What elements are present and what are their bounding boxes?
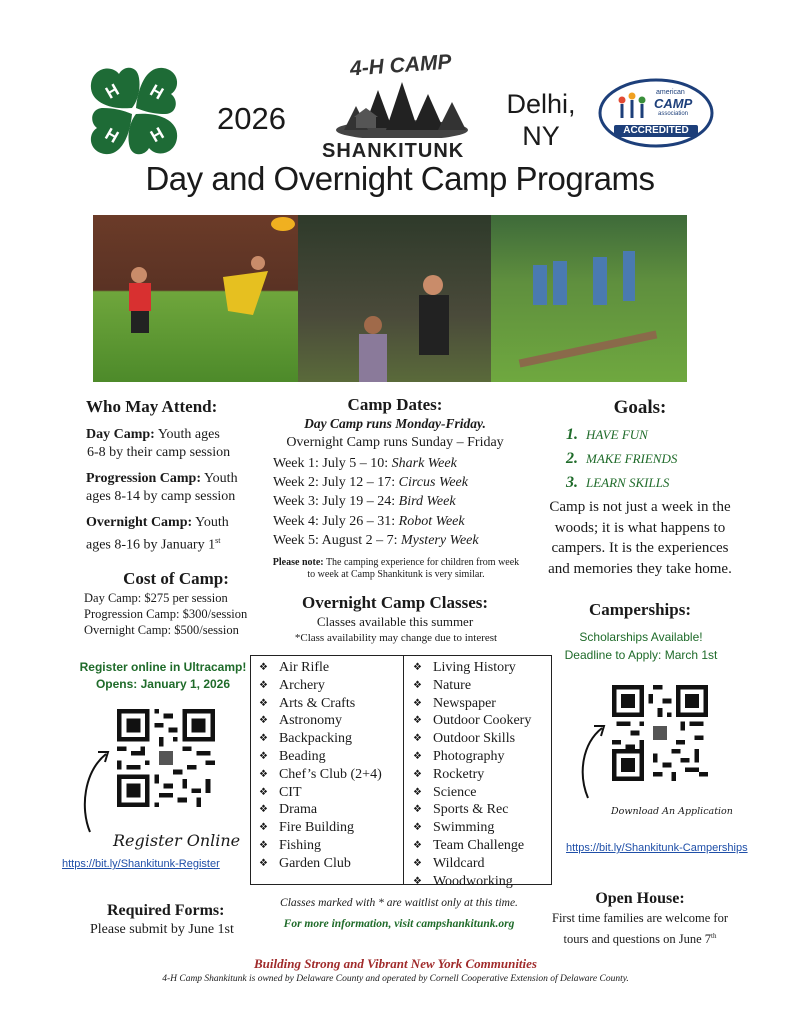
please-note-label: Please note: — [272, 557, 324, 568]
camp-photos — [93, 215, 687, 382]
please-note — [270, 557, 522, 581]
campership-deadline: Deadline to Apply: March 1st — [564, 648, 718, 662]
class-item: ❖ Beading — [259, 749, 382, 767]
classes-availability-note: *Class availability may change due to interest — [294, 632, 498, 644]
class-item: ❖ Backpacking — [259, 731, 382, 749]
week-4: Week 4: July 26 – 31: Robot Week — [273, 513, 465, 529]
class-item: ❖ Archery — [259, 678, 382, 696]
week-3: Week 3: July 19 – 24: Bird Week — [273, 494, 456, 510]
week-5: Week 5: August 2 – 7: Mystery Week — [273, 532, 479, 548]
week-2-theme: Circus Week — [398, 475, 468, 491]
curved-arrow-icon — [78, 748, 112, 834]
camp-photos-image — [93, 215, 687, 382]
class-item: ❖ Fishing — [259, 838, 382, 856]
aca-badge-line2: CAMP — [654, 96, 693, 111]
footer-slogan: Building Strong and Vibrant New York Communities — [254, 956, 537, 971]
svg-text:H: H — [146, 80, 167, 104]
class-item: ❖ Team Challenge — [413, 838, 531, 856]
day-camp-schedule: Day Camp runs Monday-Friday. — [304, 416, 486, 431]
four-h-clover-logo — [85, 62, 183, 166]
class-item: ❖ Arts & Crafts — [259, 696, 382, 714]
please-note-text: The camping experience for children from week to week at Camp Shankitunk is very similar. — [307, 557, 520, 580]
goal-1: 1. HAVE FUN — [566, 426, 648, 443]
classes-heading: Overnight Camp Classes: — [301, 593, 489, 612]
class-item: ❖ CIT — [259, 785, 382, 803]
location-city: Delhi, — [506, 89, 576, 119]
aca-badge-line3: association — [658, 111, 689, 117]
class-item: ❖ Nature — [413, 678, 531, 696]
cost-progression: Progression Camp: $300/session — [84, 607, 248, 621]
goal-2: 2. MAKE FRIENDS — [566, 450, 678, 467]
class-item: ❖ Photography — [413, 749, 531, 767]
class-item: ❖ Newspaper — [413, 696, 531, 714]
pine-trees-icon — [334, 80, 470, 138]
register-link[interactable]: https://bit.ly/Shankitunk-Register — [62, 858, 220, 870]
camperships-link[interactable]: https://bit.ly/Shankitunk-Camperships — [566, 842, 748, 854]
class-item: ❖ Garden Club — [259, 856, 382, 874]
class-item: ❖ Fire Building — [259, 820, 382, 838]
more-info-note: For more information, visit campshankitunk.org — [283, 918, 515, 930]
progression-camp-eligibility — [86, 470, 266, 506]
overnight-camp-schedule: Overnight Camp runs Sunday – Friday — [286, 435, 504, 450]
svg-text:H: H — [101, 124, 122, 147]
open-house-line1: First time families are welcome for — [552, 911, 728, 925]
goals-paragraph: Camp is not just a week in the woods; it is what happens to campers. It is the experiences and memories they take home. — [548, 499, 732, 577]
classes-subtitle: Classes available this summer — [316, 614, 474, 629]
class-item: ❖ Sports & Rec — [413, 802, 531, 820]
week-1: Week 1: July 5 – 10: Shark Week — [273, 456, 457, 471]
overnight-camp-desc2: ages 8-16 by January 1 — [86, 537, 216, 553]
year: 2026 — [217, 101, 286, 136]
class-item: ❖ Science — [413, 785, 531, 803]
overnight-camp-sup: st — [215, 536, 221, 545]
progression-camp-label: Progression Camp: — [86, 471, 201, 486]
class-item: ❖ Outdoor Skills — [413, 731, 531, 749]
week-5-theme: Mystery Week — [400, 532, 479, 548]
open-house-sup: th — [711, 932, 717, 940]
cost-overnight: Overnight Camp: $500/session — [84, 623, 239, 637]
overnight-camp-eligibility — [86, 514, 266, 555]
svg-text:H: H — [147, 123, 168, 147]
svg-text:H: H — [102, 80, 123, 103]
overnight-camp-desc1: Youth — [192, 515, 229, 530]
class-item: ❖ Chef’s Club (2+4) — [259, 767, 382, 785]
classes-table-divider — [403, 656, 404, 884]
class-item: ❖ Rocketry — [413, 767, 531, 785]
campership-qr-code[interactable] — [612, 685, 708, 781]
class-item: ❖ Woodworking — [413, 874, 531, 892]
clover-icon — [85, 62, 183, 166]
qr-code-icon — [117, 709, 215, 807]
who-may-attend-heading: Who May Attend: — [86, 397, 218, 416]
scholarships-available: Scholarships Available! — [579, 630, 703, 644]
required-forms-text: Please submit by June 1st — [90, 922, 234, 937]
aca-badge-line1: american — [656, 89, 685, 96]
camp-logo — [322, 50, 480, 165]
goals-heading: Goals: — [613, 397, 667, 418]
class-item: ❖ Living History — [413, 660, 531, 678]
footer-ownership: 4-H Camp Shankitunk is owned by Delaware County and operated by Cornell Cooperative Extension of Delaware County. — [162, 974, 629, 984]
week-1-theme: Shark Week — [391, 456, 457, 471]
register-line1: Register online in Ultracamp! — [79, 660, 247, 674]
week-4-theme: Robot Week — [398, 513, 465, 529]
class-item: ❖ Drama — [259, 802, 382, 820]
camp-logo-top-text: 4-H CAMP — [349, 50, 453, 81]
goal-3: 3. LEARN SKILLS — [566, 474, 670, 491]
class-item: ❖ Outdoor Cookery — [413, 713, 531, 731]
download-application-script: Download An Application — [611, 806, 733, 817]
day-camp-desc2: 6-8 by their camp session — [87, 445, 231, 460]
curved-arrow-icon — [576, 722, 608, 800]
class-item: ❖ Astronomy — [259, 713, 382, 731]
qr-code-icon — [612, 685, 708, 781]
open-house-text — [530, 909, 750, 948]
overnight-camp-label: Overnight Camp: — [86, 515, 193, 530]
required-forms-heading: Required Forms: — [107, 902, 225, 919]
camp-dates-heading: Camp Dates: — [347, 395, 443, 414]
classes-left-list — [259, 660, 382, 874]
location-state: NY — [522, 121, 560, 151]
progression-camp-desc1: Youth — [200, 471, 238, 486]
register-online-text — [70, 659, 256, 693]
week-list — [273, 454, 479, 550]
cost-list — [84, 590, 247, 638]
register-line2: Opens: January 1, 2026 — [95, 677, 231, 691]
day-camp-eligibility — [86, 426, 266, 462]
progression-camp-desc2: ages 8-14 by camp session — [86, 489, 236, 504]
aca-badge-line4: ACCREDITED — [623, 125, 689, 136]
page-title: Day and Overnight Camp Programs — [145, 160, 655, 197]
class-item: ❖ Wildcard — [413, 856, 531, 874]
camperships-heading: Camperships: — [588, 600, 691, 619]
day-camp-label: Day Camp: — [86, 427, 155, 442]
open-house-line2: tours and questions on June 7 — [563, 932, 712, 947]
class-item: ❖ Air Rifle — [259, 660, 382, 678]
week-3-theme: Bird Week — [398, 494, 456, 510]
classes-table — [250, 655, 552, 889]
goals-list — [566, 423, 677, 495]
week-2: Week 2: July 12 – 17: Circus Week — [273, 475, 468, 491]
register-online-script: Register Online — [113, 831, 241, 850]
register-qr-code[interactable] — [117, 709, 215, 807]
camp-logo-bottom-text: SHANKITUNK — [322, 140, 465, 162]
aca-accredited-badge — [598, 78, 714, 148]
waitlist-note: Classes marked with * are waitlist only at this time. — [280, 897, 518, 909]
cost-heading: Cost of Camp: — [123, 569, 229, 588]
camperships-text — [548, 628, 734, 664]
class-item: ❖ Swimming — [413, 820, 531, 838]
cost-day: Day Camp: $275 per session — [84, 591, 228, 605]
location — [500, 88, 582, 152]
classes-right-list — [413, 660, 531, 891]
day-camp-desc1: Youth ages — [154, 427, 220, 442]
open-house-heading: Open House: — [595, 890, 685, 907]
